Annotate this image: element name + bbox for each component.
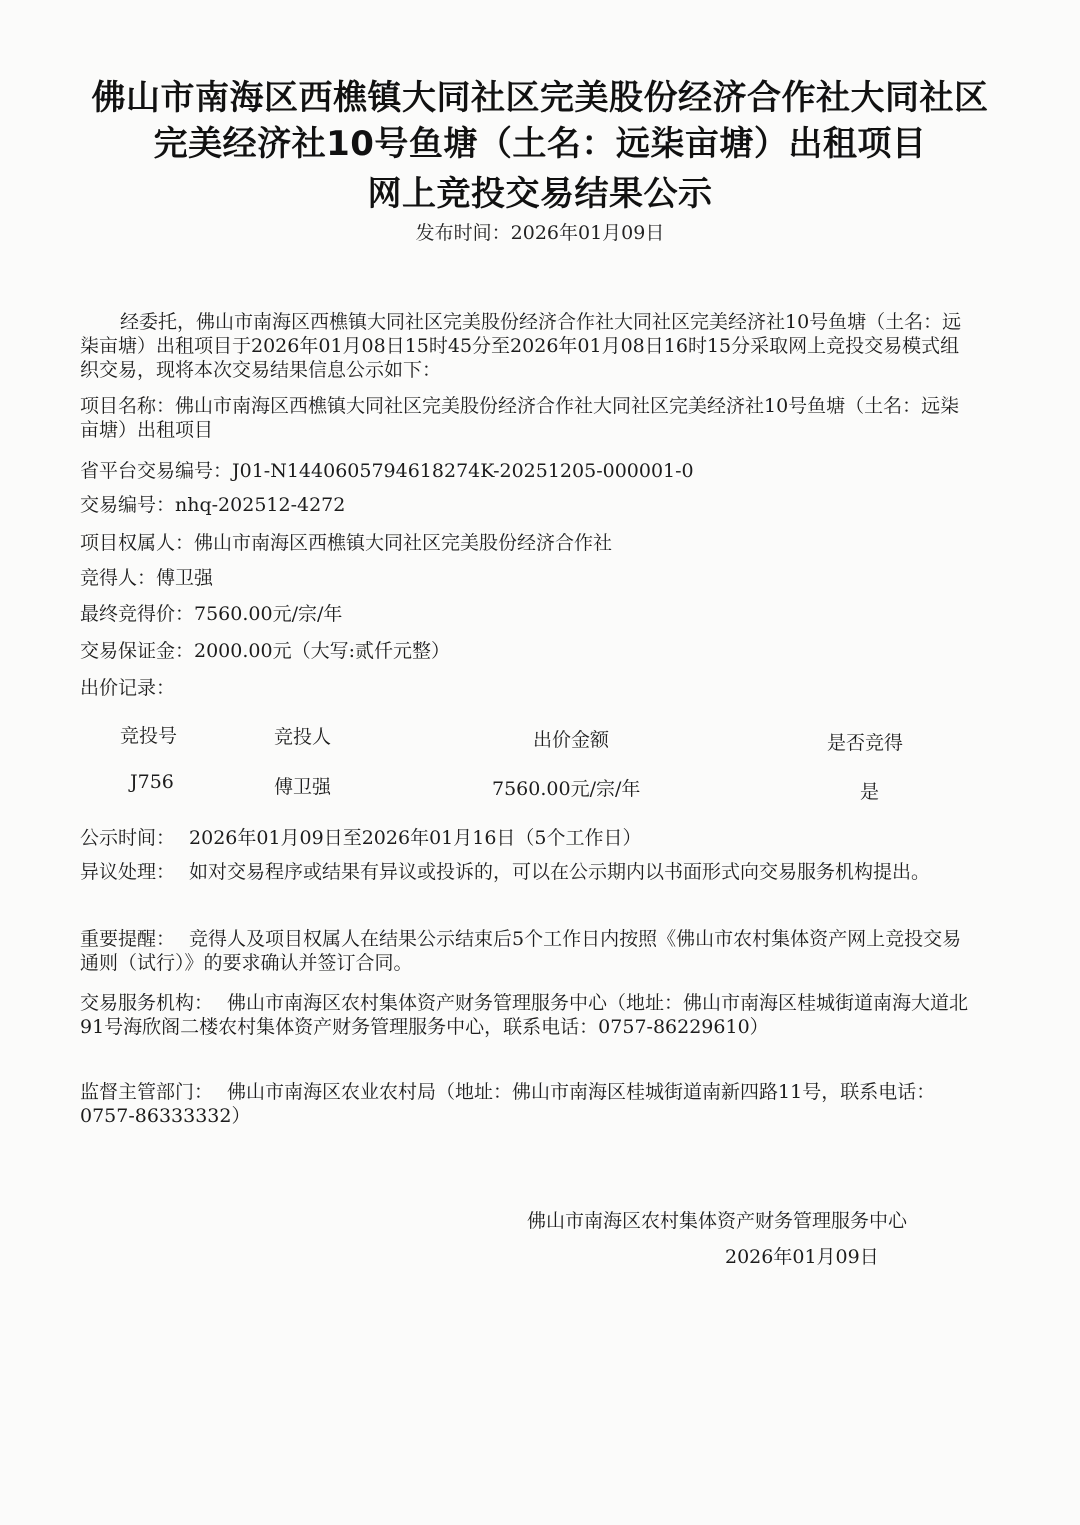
- bid-record-label: 出价记录：: [80, 677, 176, 699]
- reminder-value: 竞得人及项目权属人在结果公示结束后5个工作日内按照《佛山市农村集体资产网上竞投交易通则（试行）》的要求确认并签订合同。: [80, 928, 962, 974]
- province-trade-number: 省平台交易编号：J01-N1440605794618274K-20251205-000001-0: [80, 460, 694, 482]
- supervising-department: [80, 1080, 970, 1128]
- project-owner: 项目权属人：佛山市南海区西樵镇大同社区完美股份经济合作社: [80, 532, 613, 554]
- objection-value: 如对交易程序或结果有异议或投诉的，可以在公示期内以书面形式向交易服务机构提出。: [189, 861, 931, 883]
- supervisor-label: 监督主管部门：: [80, 1081, 214, 1103]
- final-price: 最终竞得价：7560.00元/宗/年: [80, 603, 343, 625]
- reminder-label: 重要提醒：: [80, 928, 176, 950]
- trade-number: 交易编号：nhq-202512-4272: [80, 494, 346, 516]
- intro-paragraph: 经委托，佛山市南海区西樵镇大同社区完美股份经济合作社大同社区完美经济社10号鱼塘（土名：远柒亩塘）出租项目于2026年01月08日15时45分至2026年01月08日16时15分采取网上竞投交易模式组织交易，现将本次交易结果信息公示如下：: [80, 311, 962, 381]
- winner: 竞得人：傅卫强: [80, 567, 214, 589]
- important-reminder: [80, 927, 970, 975]
- deposit: 交易保证金：2000.00元（大写:贰仟元整）: [80, 640, 450, 662]
- table-cell-bid-no: J756: [130, 771, 174, 793]
- table-header-won: 是否竞得: [827, 732, 904, 754]
- table-cell-won: 是: [860, 781, 880, 803]
- table-cell-amount: 7560.00元/宗/年: [492, 778, 641, 800]
- service-agency: [80, 991, 970, 1039]
- supervisor-value: 佛山市南海区农业农村局（地址：佛山市南海区桂城街道南新四路11号，联系电话：0757-86333332）: [80, 1081, 936, 1127]
- title-line-3: 网上竞投交易结果公示: [367, 174, 713, 214]
- publish-time: 发布时间：2026年01月09日: [415, 222, 665, 244]
- objection-handling: [80, 860, 970, 884]
- table-header-bid-no: 竞投号: [120, 725, 178, 747]
- table-header-amount: 出价金额: [533, 729, 610, 751]
- publicity-period-value: 2026年01月09日至2026年01月16日（5个工作日）: [189, 827, 642, 849]
- table-cell-bidder: 傅卫强: [274, 776, 332, 798]
- signature-org: 佛山市南海区农村集体资产财务管理服务中心: [527, 1210, 908, 1232]
- signature-date: 2026年01月09日: [725, 1246, 879, 1268]
- agency-value: 佛山市南海区农村集体资产财务管理服务中心（地址：佛山市南海区桂城街道南海大道北91号海欣阁二楼农村集体资产财务管理服务中心，联系电话：0757-86229610）: [80, 992, 969, 1038]
- publicity-period-label: 公示时间：: [80, 827, 176, 849]
- objection-label: 异议处理：: [80, 861, 176, 883]
- title-line-2: 完美经济社10号鱼塘（土名：远柒亩塘）出租项目: [153, 124, 927, 164]
- table-header-bidder: 竞投人: [274, 726, 332, 748]
- agency-label: 交易服务机构：: [80, 992, 214, 1014]
- publicity-period: [80, 823, 642, 850]
- title-line-1: 佛山市南海区西樵镇大同社区完美股份经济合作社大同社区: [91, 78, 989, 118]
- project-name: 项目名称：佛山市南海区西樵镇大同社区完美股份经济合作社大同社区完美经济社10号鱼塘（土名：远柒亩塘）出租项目: [80, 395, 960, 441]
